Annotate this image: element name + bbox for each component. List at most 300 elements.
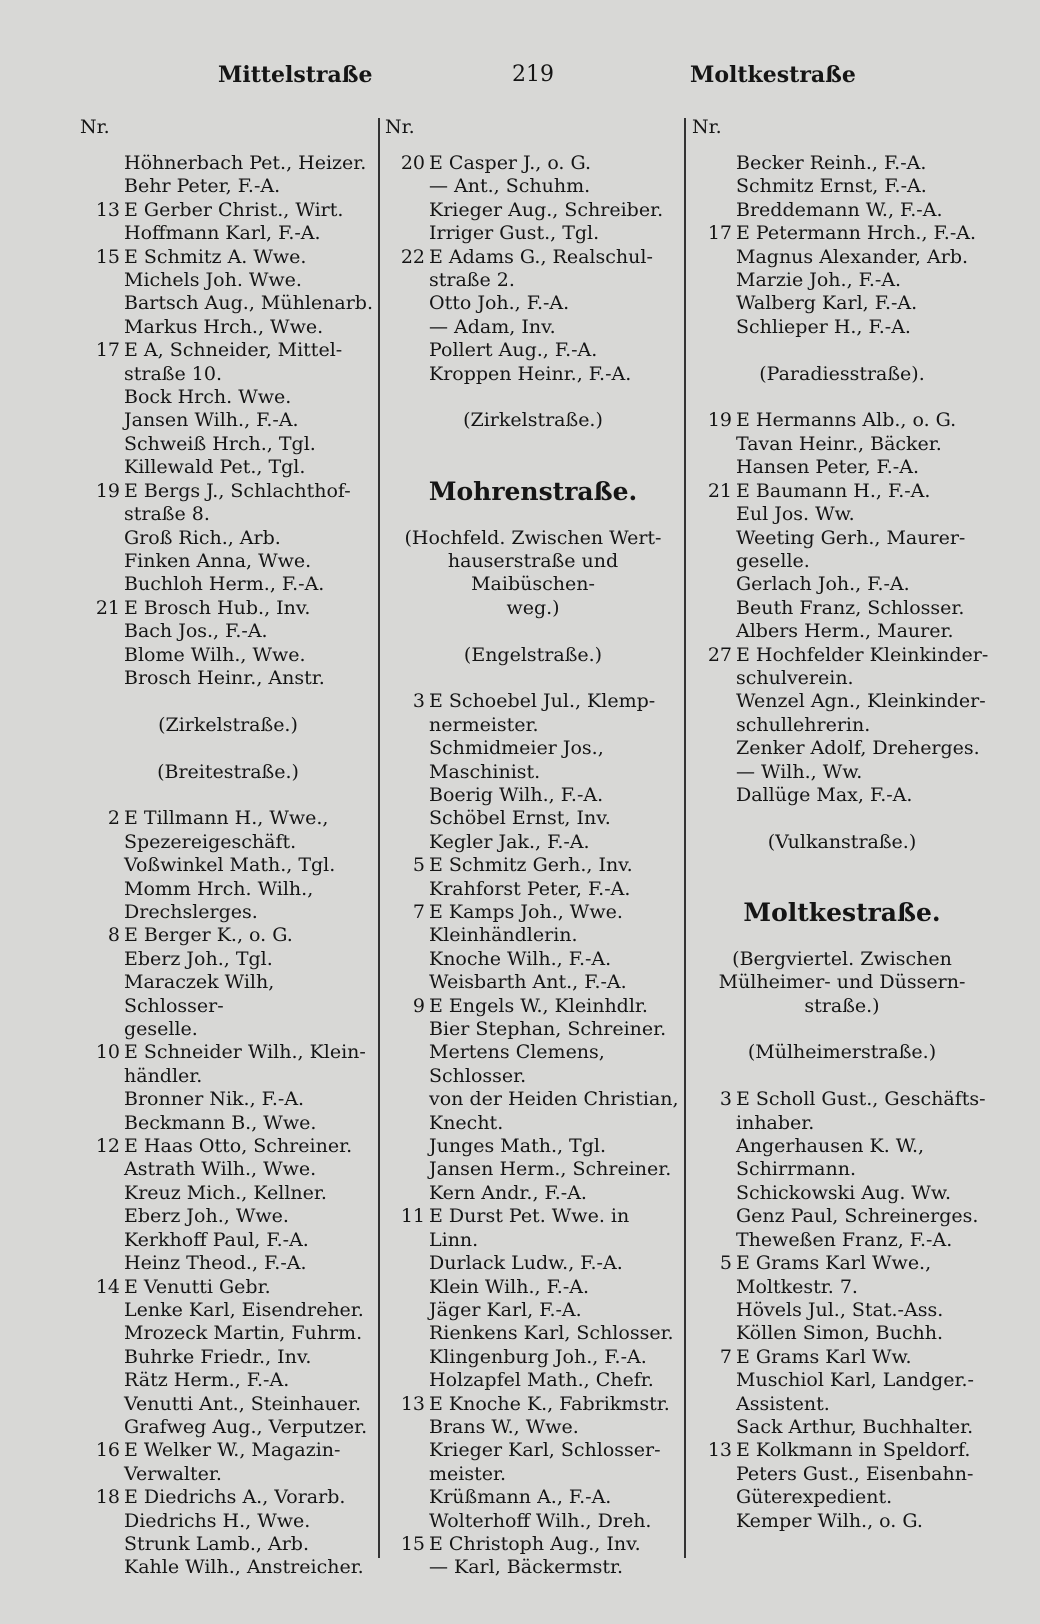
street-heading: Moltkestraße.	[743, 898, 941, 927]
listing-entry	[692, 269, 992, 292]
listing-entry	[80, 948, 376, 971]
cross-street-note: (Breitestraße.)	[157, 760, 299, 783]
listing-continuation: händler.	[124, 1064, 203, 1087]
house-number	[80, 550, 124, 573]
resident-text: Finken Anna, Wwe.	[124, 549, 312, 572]
house-number	[692, 527, 736, 550]
resident-text: Momm Hrch. Wilh.,	[124, 877, 314, 900]
house-number	[385, 971, 429, 994]
resident-text: Albers Herm., Maurer.	[736, 620, 954, 643]
house-number	[385, 948, 429, 971]
house-number	[80, 854, 124, 877]
listing-entry	[80, 339, 376, 362]
listing-entry	[385, 1182, 681, 1205]
resident-text: Eberz Joh., Wwe.	[124, 1205, 289, 1228]
house-number	[385, 1556, 429, 1579]
listing-entry	[385, 1439, 681, 1462]
resident-text: Marzie Joh., F.-A.	[736, 269, 902, 292]
listing-entry	[80, 1158, 376, 1181]
resident-text: Krieger Karl, Schlosser-	[429, 1439, 661, 1462]
resident-text: Hövels Jul., Stat.-Ass.	[736, 1298, 944, 1321]
house-number	[692, 573, 736, 596]
listing-entry	[385, 1299, 681, 1322]
house-number	[80, 1510, 124, 1533]
listing-entry	[385, 292, 681, 315]
listing-entry	[385, 1322, 681, 1345]
resident-text: Bock Hrch. Wwe.	[124, 386, 292, 409]
listing-entry	[692, 644, 992, 667]
resident-text: von der Heiden Christian,	[429, 1088, 679, 1111]
listing-entry	[385, 1533, 681, 1556]
house-number	[692, 1369, 736, 1392]
listing-entry	[385, 316, 681, 339]
listing-entry	[385, 1018, 681, 1041]
resident-text: E Scholl Gust., Geschäfts-	[736, 1088, 986, 1111]
house-number	[692, 1510, 736, 1533]
house-number	[385, 1276, 429, 1299]
resident-text: E Kolkmann in Speldorf.	[736, 1439, 971, 1462]
house-number	[692, 456, 736, 479]
resident-text: Buchloh Herm., F.-A.	[124, 573, 325, 596]
house-number: 15	[95, 245, 120, 268]
listing-entry	[80, 667, 376, 690]
listing-entry	[80, 971, 376, 1018]
resident-text: E Casper J., o. G.	[429, 152, 592, 174]
house-number	[692, 316, 736, 339]
house-number	[692, 737, 736, 760]
resident-text: Eberz Joh., Tgl.	[124, 947, 273, 970]
house-number	[385, 784, 429, 807]
resident-text: Kemper Wilh., o. G.	[736, 1509, 923, 1532]
cross-street-note: (Paradiesstraße).	[759, 362, 925, 385]
cross-street-note: (Zirkelstraße.)	[463, 409, 603, 432]
house-number: 2	[107, 807, 120, 830]
resident-text: E Durst Pet. Wwe. in	[429, 1205, 630, 1228]
listing-entry	[385, 878, 681, 901]
header-right-street: Moltkestraße	[690, 62, 856, 88]
house-number: 7	[412, 901, 425, 923]
listing-entry	[80, 480, 376, 503]
house-number	[80, 1158, 124, 1181]
house-number	[80, 386, 124, 409]
house-number	[692, 433, 736, 456]
resident-text: Schöbel Ernst, Inv.	[429, 807, 611, 830]
house-number	[692, 175, 736, 198]
listing-entry	[692, 316, 992, 339]
house-number	[692, 1463, 736, 1486]
resident-text: Schickowski Aug. Ww.	[736, 1181, 951, 1204]
listing-entry	[692, 480, 992, 503]
resident-text: E Tillmann H., Wwe.,	[124, 807, 329, 830]
house-number	[80, 1299, 124, 1322]
house-number	[80, 948, 124, 971]
resident-text: Thewеßen Franz, F.-A.	[736, 1228, 953, 1251]
house-number	[80, 1556, 124, 1579]
house-number	[385, 1439, 429, 1462]
resident-text: Zenker Adolf, Dreherges.	[736, 737, 980, 760]
column-3	[692, 116, 992, 1533]
listing-entry	[385, 1205, 681, 1228]
listing-entry	[692, 456, 992, 479]
listing-entry	[385, 1041, 681, 1064]
house-number	[80, 1229, 124, 1252]
house-number	[80, 620, 124, 643]
column-2	[385, 116, 681, 1580]
listing-entry	[80, 1510, 376, 1533]
listing-continuation: Drechslerges.	[124, 901, 258, 923]
resident-text: Schlieper H., F.-A.	[736, 315, 911, 338]
resident-text: Klingenburg Joh., F.-A.	[429, 1345, 647, 1368]
listing-continuation: Kleinhändlerin.	[429, 924, 578, 947]
resident-text: Knoche Wilh., F.-A.	[429, 947, 612, 970]
listing-entry	[385, 1252, 681, 1275]
listing-entry	[692, 292, 992, 315]
house-number: 27	[707, 643, 732, 666]
resident-text: Jäger Karl, F.-A.	[429, 1298, 582, 1321]
resident-text: Höhnerbach Pet., Heizer.	[124, 152, 367, 174]
listing-entry	[80, 1416, 376, 1439]
listing-entry	[385, 784, 681, 807]
listing-entry	[385, 1346, 681, 1369]
listing-entry	[385, 1158, 681, 1181]
house-number	[80, 644, 124, 667]
house-number	[692, 1416, 736, 1439]
listing-entry	[80, 527, 376, 550]
nr-label: Nr.	[692, 116, 722, 138]
house-number	[80, 456, 124, 479]
house-number	[692, 761, 736, 784]
listing-entry	[80, 1252, 376, 1275]
house-number	[80, 971, 124, 1018]
house-number	[80, 1252, 124, 1275]
house-number: 11	[400, 1205, 425, 1228]
house-number	[385, 831, 429, 854]
resident-text: Angerhausen K. W.,	[736, 1135, 925, 1158]
house-number	[692, 597, 736, 620]
page-number: 219	[512, 62, 554, 87]
resident-text: Blome Wilh., Wwe.	[124, 643, 306, 666]
resident-text: Kegler Jak., F.-A.	[429, 830, 590, 853]
listing-entry	[385, 854, 681, 877]
cross-street-note: Mülheimer- und Düssern-	[718, 971, 966, 994]
listing-entry	[385, 363, 681, 386]
cross-street-note: (Hochfeld. Zwischen Wert-	[404, 526, 662, 549]
house-number	[80, 1369, 124, 1392]
resident-text: Heinz Theod., F.-A.	[124, 1252, 307, 1275]
listing-entry	[692, 222, 992, 245]
resident-text: — Wilh., Ww.	[736, 760, 863, 783]
house-number: 5	[412, 854, 425, 877]
house-number	[692, 199, 736, 222]
listing-entry	[80, 1556, 376, 1579]
resident-text: Groß Rich., Arb.	[124, 526, 281, 549]
resident-text: Weisbarth Ant., F.-A.	[429, 971, 627, 994]
listing-entry	[692, 1346, 992, 1369]
resident-text: Diedrichs H., Wwe.	[124, 1509, 311, 1532]
resident-text: Schmitz Ernst, F.-A.	[736, 175, 927, 198]
listing-entry	[80, 433, 376, 456]
listing-entry	[385, 1088, 681, 1111]
house-number	[385, 1252, 429, 1275]
listing-entry	[385, 1393, 681, 1416]
house-number	[692, 1182, 736, 1205]
listing-entry	[692, 1463, 992, 1486]
house-number	[80, 152, 124, 175]
listing-continuation: nermeister.	[429, 713, 539, 736]
resident-text: Breddemann W., F.-A.	[736, 198, 943, 221]
listing-continuation: Spezereigeschäft.	[124, 830, 297, 853]
resident-text: Bartsch Aug., Mühlenarb.	[124, 292, 374, 315]
spacer	[692, 1065, 992, 1088]
resident-text: Wolterhoff Wilh., Dreh.	[429, 1509, 652, 1532]
house-number: 13	[400, 1392, 425, 1415]
spacer	[80, 690, 376, 713]
house-number	[80, 1346, 124, 1369]
house-number	[80, 222, 124, 245]
resident-text: Voßwinkel Math., Tgl.	[124, 854, 336, 877]
resident-text: Michels Joh. Wwe.	[124, 269, 302, 292]
listing-entry	[385, 1135, 681, 1158]
listing-entry	[80, 1041, 376, 1064]
house-number	[385, 878, 429, 901]
resident-text: Schmidmeier Jos.,	[429, 737, 604, 760]
resident-text: E Knoche K., Fabrikmstr.	[429, 1392, 670, 1415]
listing-entry	[692, 1299, 992, 1322]
listing-entry	[385, 1276, 681, 1299]
spacer	[692, 386, 992, 409]
listing-entry	[80, 1112, 376, 1135]
house-number	[692, 1229, 736, 1252]
house-number	[80, 573, 124, 596]
resident-text: Kern Andr., F.-A.	[429, 1181, 587, 1204]
resident-text: Astrath Wilh., Wwe.	[124, 1158, 317, 1181]
resident-text: E Haas Otto, Schreiner.	[124, 1135, 353, 1158]
listing-entry	[692, 597, 992, 620]
resident-text: Gerlach Joh., F.-A.	[736, 573, 910, 596]
listing-entry	[385, 222, 681, 245]
resident-text: Klein Wilh., F.-A.	[429, 1275, 590, 1298]
spacer	[692, 339, 992, 362]
house-number	[80, 316, 124, 339]
spacer	[692, 924, 992, 947]
resident-text: E Hermanns Alb., o. G.	[736, 409, 957, 432]
house-number	[385, 339, 429, 362]
listing-entry	[80, 854, 376, 877]
house-number	[385, 222, 429, 245]
house-number: 20	[400, 152, 425, 174]
listing-entry	[692, 409, 992, 432]
spacer	[385, 386, 681, 409]
house-number	[385, 737, 429, 760]
listing-continuation: Knecht.	[429, 1111, 504, 1134]
resident-text: Bronner Nik., F.-A.	[124, 1088, 305, 1111]
house-number	[692, 1135, 736, 1158]
cross-street-note: (Engelstraße.)	[463, 643, 603, 666]
spacer	[385, 503, 681, 526]
house-number: 7	[719, 1345, 732, 1368]
listing-entry	[692, 761, 992, 784]
spacer	[692, 1018, 992, 1041]
house-number: 5	[719, 1252, 732, 1275]
house-number	[80, 269, 124, 292]
resident-text: Dallüge Max, F.-A.	[736, 783, 913, 806]
listing-entry	[80, 199, 376, 222]
resident-text: E Schmitz Gerh., Inv.	[429, 854, 633, 877]
listing-entry	[80, 1369, 376, 1392]
resident-text: Weeting Gerh., Maurer-	[736, 526, 966, 549]
spacer	[692, 854, 992, 877]
resident-text: Schweiß Hrch., Tgl.	[124, 432, 316, 455]
house-number	[385, 175, 429, 198]
resident-text: Bach Jos., F.-A.	[124, 620, 268, 643]
listing-entry	[692, 175, 992, 198]
house-number	[692, 152, 736, 175]
resident-text: E Schoebel Jul., Klemp-	[429, 690, 656, 713]
listing-entry	[80, 269, 376, 292]
resident-text: Lenke Karl, Eisendreher.	[124, 1298, 364, 1321]
listing-entry	[80, 292, 376, 315]
cross-street-note: (Zirkelstraße.)	[158, 713, 298, 736]
listing-entry	[80, 386, 376, 409]
resident-text: Beckmann B., Wwe.	[124, 1111, 317, 1134]
listing-entry	[692, 1205, 992, 1228]
house-number	[385, 363, 429, 386]
listing-entry	[80, 597, 376, 620]
house-number	[692, 503, 736, 526]
house-number	[385, 1322, 429, 1345]
resident-text: E Petermann Hrch., F.-A.	[736, 222, 976, 245]
listing-entry	[692, 1416, 992, 1439]
house-number	[80, 1393, 124, 1416]
resident-text: Wenzel Agn., Kleinkinder-	[736, 690, 986, 713]
house-number	[80, 433, 124, 456]
resident-text: Pollert Aug., F.-A.	[429, 339, 598, 362]
listing-continuation: Moltkestr. 7.	[736, 1275, 858, 1298]
listing-entry	[692, 1439, 992, 1462]
cross-street-note: hauserstraße und Maibüschen-	[447, 549, 619, 596]
house-number	[692, 1322, 736, 1345]
house-number	[80, 409, 124, 432]
house-number: 13	[707, 1439, 732, 1462]
resident-text: Jansen Wilh., F.-A.	[124, 409, 299, 432]
listing-entry	[692, 573, 992, 596]
house-number	[692, 292, 736, 315]
resident-text: E Christoph Aug., Inv.	[429, 1532, 641, 1555]
resident-text: E Venutti Gebr.	[124, 1275, 271, 1298]
resident-text: E Hochfelder Kleinkinder-	[736, 643, 989, 666]
house-number	[385, 1486, 429, 1509]
listing-entry	[80, 1229, 376, 1252]
listing-entry	[385, 971, 681, 994]
resident-text: Peters Gust., Eisenbahn-	[736, 1462, 974, 1485]
house-number	[692, 246, 736, 269]
listing-continuation: straße 8.	[124, 503, 210, 526]
house-number	[385, 1135, 429, 1158]
listing-entry	[80, 924, 376, 947]
listing-entry	[80, 1486, 376, 1509]
column-rule-left	[378, 118, 380, 1558]
listing-entry	[692, 503, 992, 526]
resident-text: Boerig Wilh., F.-A.	[429, 783, 604, 806]
house-number	[80, 1416, 124, 1439]
resident-text: E Grams Karl Wwe.,	[736, 1252, 932, 1275]
listing-entry	[385, 1369, 681, 1392]
resident-text: E A, Schneider, Mittel-	[124, 339, 343, 362]
resident-text: E Diedrichs A., Vorarb.	[124, 1486, 346, 1509]
house-number: 12	[95, 1135, 120, 1158]
cross-street-note: straße.)	[804, 994, 880, 1017]
resident-text: Durlack Ludw., F.-A.	[429, 1252, 623, 1275]
listing-entry	[80, 1393, 376, 1416]
cross-street-note: (Vulkanstraße.)	[767, 830, 917, 853]
listing-entry	[80, 222, 376, 245]
house-number	[385, 1346, 429, 1369]
resident-text: Eul Jos. Ww.	[736, 503, 855, 526]
resident-text: Genz Paul, Schreinerges.	[736, 1205, 979, 1228]
house-number	[80, 527, 124, 550]
house-number	[692, 784, 736, 807]
house-number: 10	[95, 1041, 120, 1064]
spacer	[385, 620, 681, 643]
listing-entry	[80, 1533, 376, 1556]
listing-entry	[692, 737, 992, 760]
listing-entry	[692, 1182, 992, 1205]
listing-entry	[80, 644, 376, 667]
house-number	[385, 1158, 429, 1181]
listing-entry	[385, 1486, 681, 1509]
listing-entry	[692, 784, 992, 807]
resident-text: — Ant., Schuhm.	[429, 175, 591, 198]
cross-street-note: (Bergviertel. Zwischen	[732, 947, 952, 970]
resident-text: Strunk Lamb., Arb.	[124, 1532, 310, 1555]
resident-text: Brans W., Wwe.	[429, 1415, 579, 1438]
house-number	[385, 1299, 429, 1322]
resident-text: Junges Math., Tgl.	[429, 1135, 607, 1158]
resident-text: Venutti Ant., Steinhauer.	[124, 1392, 362, 1415]
house-number	[80, 1112, 124, 1135]
house-number: 13	[95, 198, 120, 221]
listing-entry	[692, 246, 992, 269]
listing-continuation: straße 2.	[429, 269, 515, 292]
resident-text: Krüßmann A., F.-A.	[429, 1486, 612, 1509]
house-number: 16	[95, 1439, 120, 1462]
house-number	[385, 1416, 429, 1439]
house-number: 18	[95, 1486, 120, 1509]
spacer	[692, 807, 992, 830]
house-number	[80, 1182, 124, 1205]
house-number	[385, 292, 429, 315]
resident-text: E Bergs J., Schlachthof-	[124, 479, 351, 502]
listing-entry	[692, 433, 992, 456]
house-number: 21	[707, 479, 732, 502]
house-number: 9	[412, 994, 425, 1017]
resident-text: Becker Reinh., F.-A.	[736, 152, 927, 174]
resident-text: E Berger K., o. G.	[124, 924, 293, 947]
house-number	[385, 316, 429, 339]
house-number	[80, 175, 124, 198]
listing-continuation: Linn.	[429, 1228, 479, 1251]
resident-text: Köllen Simon, Buchh.	[736, 1322, 944, 1345]
resident-text: Magnus Alexander, Arb.	[736, 245, 969, 268]
house-number	[80, 878, 124, 901]
house-number	[692, 269, 736, 292]
resident-text: Rienkens Karl, Schlosser.	[429, 1322, 674, 1345]
listing-entry	[80, 573, 376, 596]
house-number	[80, 1088, 124, 1111]
resident-text: E Gerber Christ., Wirt.	[124, 198, 344, 221]
house-number: 3	[412, 690, 425, 713]
resident-text: Behr Peter, F.-A.	[124, 175, 281, 198]
